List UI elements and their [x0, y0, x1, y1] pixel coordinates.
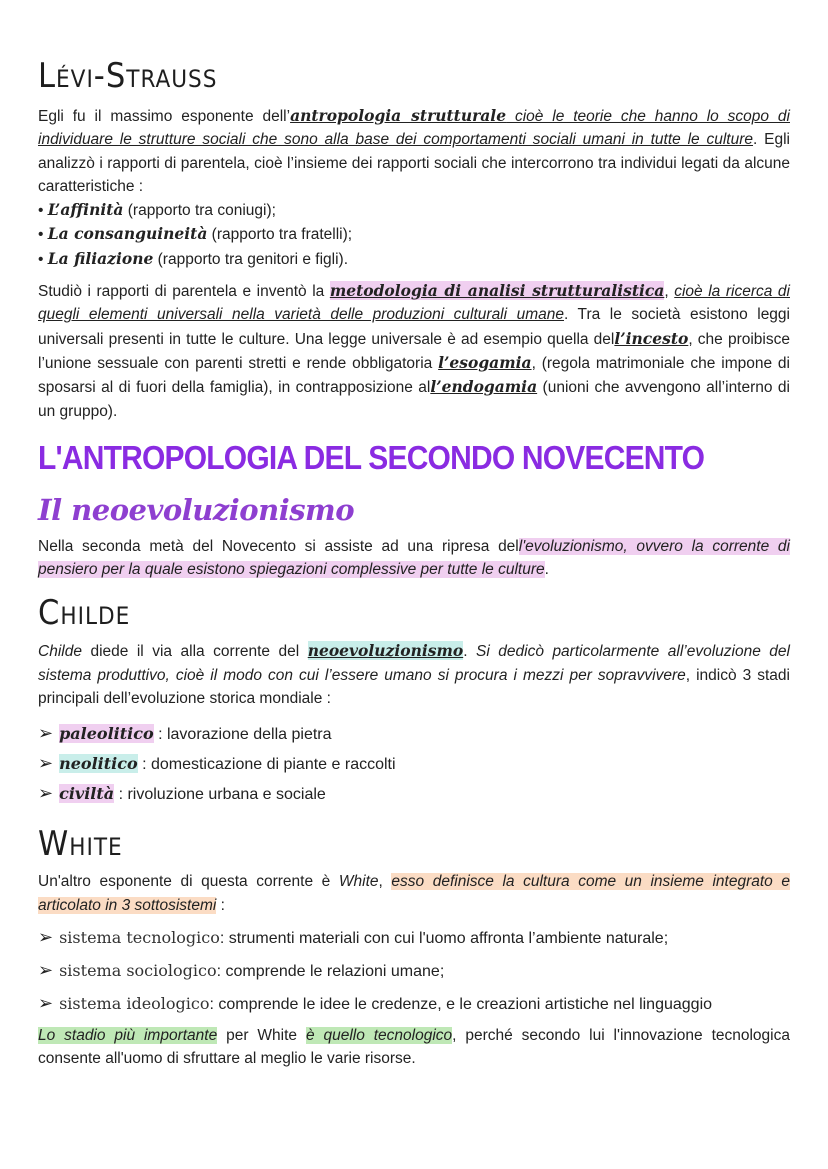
- paragraph-neoevoluzionismo: Nella seconda metà del Novecento si assiste ad una ripresa dell'evoluzionismo, ovvero la corrente di pensiero per la quale esistono spiegazioni complessive per tutte le culture.: [38, 537, 790, 579]
- arrow-bullet-icon: ➢: [38, 783, 54, 804]
- term-antropologia-strutturale: antropologia strutturale: [290, 106, 507, 125]
- list-item: ➢ neolitico : domesticazione di piante e raccolti: [38, 753, 396, 774]
- term-incesto: l’incesto: [614, 328, 689, 348]
- paragraph-levi-intro: Egli fu il massimo esponente dell’antropologia strutturale cioè le teorie che hanno lo scopo di individuare le strutture sociali che sono alla base dei comportamenti sociali umani in tutte le culture. Egli analizzò i rapporti di parentela, cioè l’insieme dei rapporti sociali che intercorrono tra individui legati da alcune caratteristiche :: [38, 106, 790, 195]
- list-item: • La consanguineità (rapporto tra fratelli);: [38, 224, 353, 244]
- white-systems-list: [38, 921, 790, 1020]
- list-item: ➢ sistema ideologico: comprende le idee le credenze, e le creazioni artistiche nel linguaggio: [38, 992, 713, 1013]
- list-item: ➢ civiltà : rivoluzione urbana e sociale: [38, 783, 326, 804]
- document-page: [38, 52, 790, 1071]
- paragraph-childe: Childe diede il via alla corrente del neoevoluzionismo. Si dedicò particolarmente all’evoluzione del sistema produttivo, cioè il modo con cui l’essere umano si procura i mezzi per sopravvivere, indicò 3 stadi principali dell’evoluzione storica mondiale :: [38, 641, 790, 708]
- section-subtitle: Il neoevoluzionismo: [38, 492, 355, 527]
- arrow-bullet-icon: ➢: [38, 723, 54, 744]
- childe-stages-list: [38, 718, 790, 808]
- kinship-list: [38, 198, 790, 271]
- list-item: ➢ sistema sociologico: comprende le relazioni umane;: [38, 959, 445, 980]
- list-item: • L’affinità (rapporto tra coniugi);: [38, 200, 276, 220]
- heading-childe: Childe: [38, 593, 131, 634]
- term-endogamia: l’endogamia: [430, 377, 538, 397]
- paragraph-white: Un'altro esponente di questa corrente è White, esso definisce la cultura come un insieme integrato e articolato in 3 sottosistemi :: [38, 873, 790, 914]
- arrow-bullet-icon: ➢: [38, 753, 54, 774]
- heading-white: White: [38, 824, 123, 865]
- term-esogamia: l’esogamia: [438, 352, 532, 372]
- list-item: ➢ sistema tecnologico: strumenti materiali con cui l'uomo affronta l’ambiente naturale;: [38, 926, 669, 947]
- paragraph-levi-method: Studiò i rapporti di parentela e inventò la metodologia di analisi strutturalistica, cioè la ricerca di quegli elementi universali nella varietà delle produzioni culturali umane. Tra le società esistono leggi universali presenti in tutte le culture. Una legge universale è ad esempio quella dell’incesto, che proibisce l’unione sessuale con parenti stretti e rende obbligatoria l’esogamia, (regola matrimoniale che impone di sposarsi al di fuori della famiglia), in contrapposizione all’endogamia (unioni che avvengono all’interno di un gruppo).: [38, 281, 790, 420]
- term-neoevoluzionismo: neoevoluzionismo: [307, 641, 464, 661]
- list-item: ➢ paleolitico : lavorazione della pietra: [38, 723, 332, 744]
- arrow-bullet-icon: ➢: [38, 992, 54, 1013]
- arrow-bullet-icon: ➢: [38, 926, 54, 947]
- section-title: L'ANTROPOLOGIA DEL SECONDO NOVECENTO: [38, 439, 705, 477]
- arrow-bullet-icon: ➢: [38, 959, 54, 980]
- heading-levi-strauss: Lévi-Strauss: [38, 56, 218, 96]
- list-item: • La filiazione (rapporto tra genitori e figli).: [38, 248, 349, 268]
- paragraph-white-conclusion: Lo stadio più importante per White è quello tecnologico, perché secondo lui l'innovazione tecnologica consente all'uomo di sfruttare al meglio le varie risorse.: [38, 1026, 790, 1068]
- term-metodologia: metodologia di analisi strutturalistica: [329, 281, 665, 301]
